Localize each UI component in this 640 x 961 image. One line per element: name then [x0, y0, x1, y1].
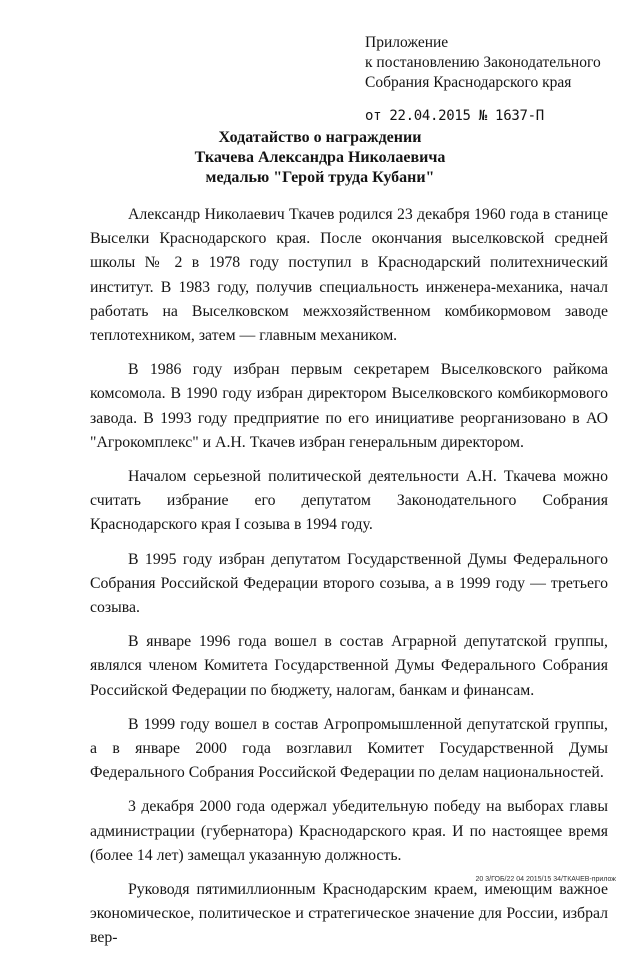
- paragraph-6: В 1999 году вошел в состав Агропромышленной депутатской группы, а в январе 2000 года возглавил Комитет Государственной Думы Федерального Собрания Российской Федерации по делам национальностей.: [90, 715, 608, 782]
- title-line-2: Ткачева Александра Николаевича: [194, 149, 446, 166]
- appendix-header: [365, 33, 635, 126]
- document-title: [0, 128, 640, 188]
- paragraph-1: Александр Николаевич Ткачев родился 23 декабря 1960 года в станице Выселки Краснодарского края. После окончания выселковской средней школы № 2 в 1978 году поступил в Краснодарский политехнический институт. В 1983 году, получив специальность инженера-механика, начал работать на Выселковском межхозяйственном комбикормовом заводе теплотехником, затем — главным механиком.: [90, 206, 608, 345]
- paragraph-5: В январе 1996 года вошел в состав Аграрной депутатской группы, являлся членом Комитета Государственной Думы Федерального Собрания Российской Федерации по бюджету, налогам, банкам и финансам.: [90, 633, 608, 699]
- file-path-footer: 20 3/ГОБ/22 04 2015/15 34/ТКАЧЕВ-прилож: [475, 876, 616, 883]
- paragraph-2: В 1986 году избран первым секретарем Выселковского райкома комсомола. В 1990 году избран директором Выселковского комбикормового завода. В 1993 году предприятие по его инициативе реорганизовано в АО "Агрокомплекс" и А.Н. Ткачев избран генеральным директором.: [90, 361, 608, 451]
- paragraph-8: Руководя пятимиллионным Краснодарским краем, имеющим важное экономическое, политическое и стратегическое значение для России, избрал вер-: [90, 881, 608, 947]
- paragraph-3: Началом серьезной политической деятельности А.Н. Ткачева можно считать избрание его депутатом Законодательного Собрания Краснодарского края I созыва в 1994 году.: [90, 468, 608, 534]
- title-line-3: медалью "Герой труда Кубани": [205, 169, 435, 186]
- document-body: [90, 203, 608, 961]
- title-line-1: Ходатайство о награждении: [218, 129, 422, 146]
- appendix-label: Приложение: [365, 34, 449, 51]
- paragraph-4: В 1995 году избран депутатом Государственной Думы Федерального Собрания Российской Федерации второго созыва, а в 1999 году — третьего созыва.: [90, 550, 608, 617]
- paragraph-7: 3 декабря 2000 года одержал убедительную победу на выборах главы администрации (губернатора) Краснодарского края. И по настоящее время (более 14 лет) замещал указанную должность.: [90, 798, 608, 864]
- resolution-number: от 22.04.2015 № 1637-П: [365, 108, 544, 124]
- appendix-assembly-line: Собрания Краснодарского края: [365, 74, 572, 91]
- appendix-resolution-line: к постановлению Законодательного: [365, 54, 601, 71]
